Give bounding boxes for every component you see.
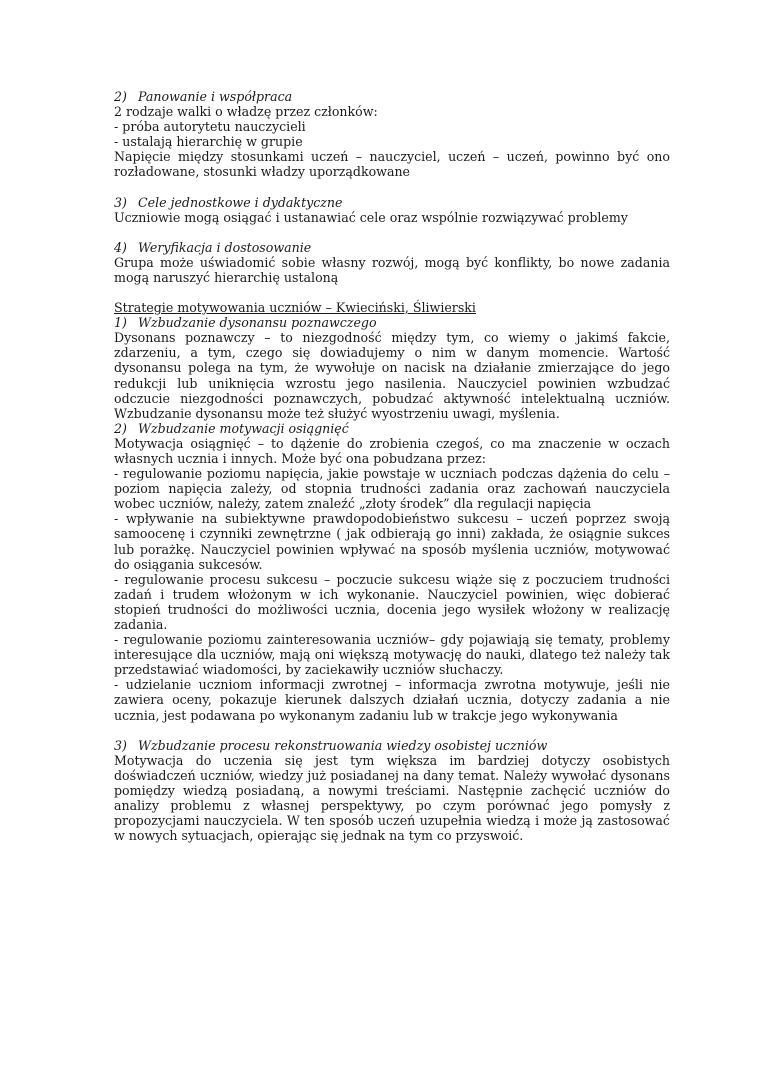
strategy-2-list-item: - regulowanie poziomu napięcia, jakie powstaje w uczniach podczas dążenia do celu – poziom napięcia zależy, od stopnia trudności zadania oraz zachowań nauczyciela wobec uczniów, należy, zatem znaleźć „złoty środek” dla regulacji napięcia — [114, 466, 670, 512]
strategy-1-heading-number: 1) — [114, 315, 127, 331]
strategy-2-list-item: - wpływanie na subiektywne prawdopodobieństwo sukcesu – uczeń poprzez swoją samoocenę i czynniki zewnętrzne ( jak odbierają go inni) zakłada, że osiągnie sukces lub porażkę. Nauczyciel powinien wpływać na sposób myślenia uczniów, motywować do osiągania sukcesów. — [114, 511, 670, 572]
strategy-3-paragraph: Motywacja do uczenia się jest tym większa im bardziej dotyczy osobistych doświadczeń uczniów, wiedzy już posiadanej na dany temat. Należy wywołać dysonans pomiędzy wiedzą posiadaną, a nowymi treściami. Następnie zachęcić uczniów do analizy problemu z własnej perspektywy, po czym porównać jego pomysły z propozycjami nauczyciela. W ten sposób uczeń uzupełnia wiedzą i może ją zastosować w nowych sytuacjach, opierając się jednak na tym co przyswoić. — [114, 752, 670, 844]
section-4-heading-text: Weryfikacja i dostosowanie — [138, 239, 312, 255]
strategy-2-heading-text: Wzbudzanie motywacji osiągnięć — [138, 420, 349, 436]
strategy-2-paragraph: Motywacja osiągnięć – to dążenie do zrobienia czegoś, co ma znaczenie w oczach własnych ucznia i innych. Może być ona pobudzana przez: — [114, 435, 670, 466]
strategy-2-list-item: - regulowanie procesu sukcesu – poczucie sukcesu wiąże się z poczuciem trudności zadań i trudem włożonym w ich wykonanie. Nauczyciel powinien, więc dobierać stopień trudności do możliwości ucznia, docenia jego wysiłek włożony w realizację zadania. — [114, 571, 670, 632]
strategy-2-heading — [114, 421, 670, 436]
section-2-heading-text: Panowanie i współpraca — [138, 89, 293, 104]
strategy-1-heading-text: Wzbudzanie dysonansu poznawczego — [138, 315, 377, 331]
section-3-heading-text: Cele jednostkowe i dydaktyczne — [138, 194, 343, 210]
section-2-line: - ustalają hierarchię w grupie — [114, 134, 303, 150]
strategy-2-list-item: - regulowanie poziomu zainteresowania uczniów– gdy pojawiają się tematy, problemy interesujące dla uczniów, mają oni większą motywację do nauki, dlatego też należy tak przedstawiać wiadomości, by zaciekawiły uczniów słuchaczy. — [114, 632, 670, 678]
document-content — [114, 89, 670, 843]
strategy-2-heading-number: 2) — [114, 420, 127, 436]
section-3-heading — [114, 195, 670, 210]
section-2-heading-number: 2) — [114, 89, 127, 104]
strategy-3-heading — [114, 738, 670, 753]
section-4-paragraph: Grupa może uświadomić sobie własny rozwój, mogą być konflikty, bo nowe zadania mogą naruszyć hierarchię ustaloną — [114, 254, 670, 285]
section-4-heading-number: 4) — [114, 239, 127, 255]
section-3-paragraph: Uczniowie mogą osiągać i ustanawiać cele oraz wspólnie rozwiązywać problemy — [114, 209, 628, 225]
section-2-heading — [114, 89, 670, 104]
strategy-1-heading — [114, 315, 670, 330]
section-2-paragraph: Napięcie między stosunkami uczeń – nauczyciel, uczeń – uczeń, powinno być ono rozładowane, stosunki władzy uporządkowane — [114, 149, 670, 180]
section-3-heading-number: 3) — [114, 194, 127, 210]
section-2-line: 2 rodzaje walki o władzę przez członków: — [114, 104, 378, 120]
section-2-line: - próba autorytetu nauczycieli — [114, 119, 306, 135]
strategy-1-paragraph: Dysonans poznawczy – to niezgodność między tym, co wiemy o jakimś fakcie, zdarzeniu, a tym, czego się dowiadujemy o nim w danym momencie. Wartość dysonansu polega na tym, że wywołuje on nacisk na działanie zmierzające do jego redukcji lub uniknięcia wzrostu jego nasilenia. Nauczyciel powinien wzbudzać odczucie niezgodności poznawczych, pobudzać aktywność intelektualną uczniów. Wzbudzanie dysonansu może też służyć wyostrzeniu uwagi, myślenia. — [114, 330, 670, 421]
strategy-2-list-item: - udzielanie uczniom informacji zwrotnej – informacja zwrotna motywuje, jeśli nie zawiera oceny, pokazuje kierunek dalszych działań ucznia, dotyczy zadania a nie ucznia, jest podawana po wykonanym zadaniu lub w trakcje jego wykonywania — [114, 677, 670, 723]
strategy-3-heading-number: 3) — [114, 737, 127, 753]
strategies-title: Strategie motywowania uczniów – Kwieciński, Śliwierski — [114, 300, 476, 316]
section-4-heading — [114, 240, 670, 255]
strategy-3-heading-text: Wzbudzanie procesu rekonstruowania wiedzy osobistej uczniów — [138, 737, 548, 753]
